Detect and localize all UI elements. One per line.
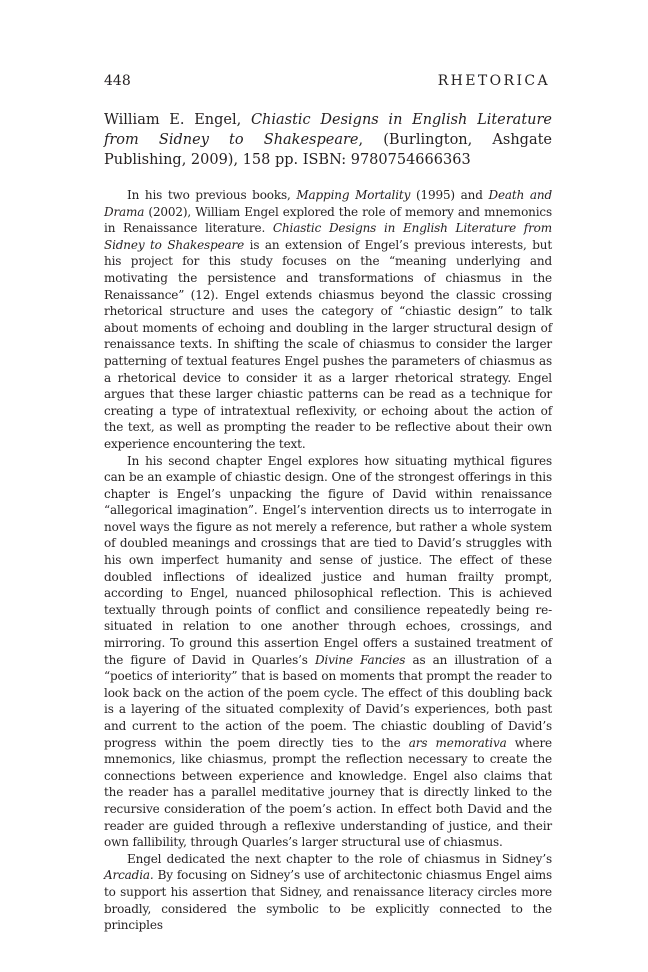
citation-book-title: Chiastic Designs in English Literature from Sidney to Shakespeare	[104, 112, 552, 148]
italic-title-text: Mapping Mortality	[296, 188, 411, 202]
citation-details: , (Burlington, Ashgate Publishing, 2009), 158 pp. ISBN: 9780754666363	[104, 132, 552, 168]
paragraph-text: By focusing on Sidney’s use of architectonic chiasmus Engel aims to support his assertion that Sidney, and renaissance literacy circles more broadly, considered the symbolic to be explicitly connected to the principles	[104, 868, 552, 933]
review-body	[104, 187, 552, 934]
page-number: 448	[104, 73, 131, 89]
paragraph-text: (2002), William Engel explored the role of memory and mnemonics in Renaissance literature.	[104, 204, 552, 236]
italic-title-text: Divine Fancies	[314, 652, 406, 667]
book-citation	[104, 110, 552, 170]
body-paragraph	[104, 453, 552, 851]
paragraph-text: (1995) and	[410, 188, 489, 202]
italic-title-text: Death and Drama	[104, 188, 552, 219]
paragraph-text: as an illustration of a “poetics of interiority” that is based on moments that prompt the reader to look back on the action of the poem cycle. The effect of this doubling back is a layering of the situated complexity of David’s experiences, both past and current to the action of the poem. The chiastic doubling of David’s progress within the poem directly ties to the	[104, 652, 553, 750]
running-header	[104, 73, 550, 93]
paragraph-text: is an extension of Engel’s previous interests, but his project for this study focuses on the “meaning underlying and motivating the persistence and transformations of chiasmus in the Renaissance” (12). Engel extends chiasmus beyond the classic crossing rhetorical structure and uses the category of “chiastic design” to talk about moments of echoing and doubling in the larger structural design of renaissance texts. In shifting the scale of chiasmus to consider the larger patterning of textual features Engel pushes the parameters of chiasmus as a rhetorical device to consider it as a larger rhetorical strategy. Engel argues that these larger chiastic patterns can be read as a technique for creating a type of intratextual reflexivity, or echoing about the action of the text, as well as prompting the reader to be reflective about their own experience encountering the text.	[104, 237, 552, 451]
body-paragraph	[104, 187, 552, 453]
paragraph-text: In his two previous books,	[127, 188, 297, 202]
citation-author: William E. Engel,	[104, 112, 242, 128]
italic-title-text: Chiastic Designs in English Literature from Sidney to Shakespeare	[104, 221, 552, 252]
journal-title: RHETORICA	[437, 73, 550, 89]
italic-title-text: Arcadia.	[104, 868, 154, 883]
paragraph-text: Engel dedicated the next chapter to the role of chiasmus in Sidney’s	[127, 851, 552, 866]
paragraph-text: where mnemonics, like chiasmus, prompt the reflection necessary to create the connections between experience and knowledge. Engel also claims that the reader has a parallel meditative journey that is directly linked to the recursive consideration of the poem’s action. In effect both David and the reader are guided through a reflexive understanding of justice, and their own fallibility, through Quarles’s larger structural use of chiasmus.	[104, 735, 552, 850]
body-paragraph	[104, 851, 552, 934]
paragraph-text: In his second chapter Engel explores how situating mythical figures can be an example of chiastic design. One of the strongest offerings in this chapter is Engel’s unpacking the figure of David within renaissance “allegorical imagination”. Engel’s intervention directs us to interrogate in novel ways the figure as not merely a reference, but rather a whole system of doubled meanings and crossings that are tied to David’s struggles with his own imperfect humanity and sense of justice. The effect of these doubled inflections of idealized justice and human frailty prompt, according to Engel, nuanced philosophical reflection. This is achieved textually through points of conflict and consilience repeatedly being re-situated in relation to one another through echoes, crossings, and mirroring. To ground this assertion Engel offers a sustained treatment of the figure of David in Quarles’s	[104, 453, 552, 667]
italic-title-text: ars memorativa	[408, 735, 507, 750]
